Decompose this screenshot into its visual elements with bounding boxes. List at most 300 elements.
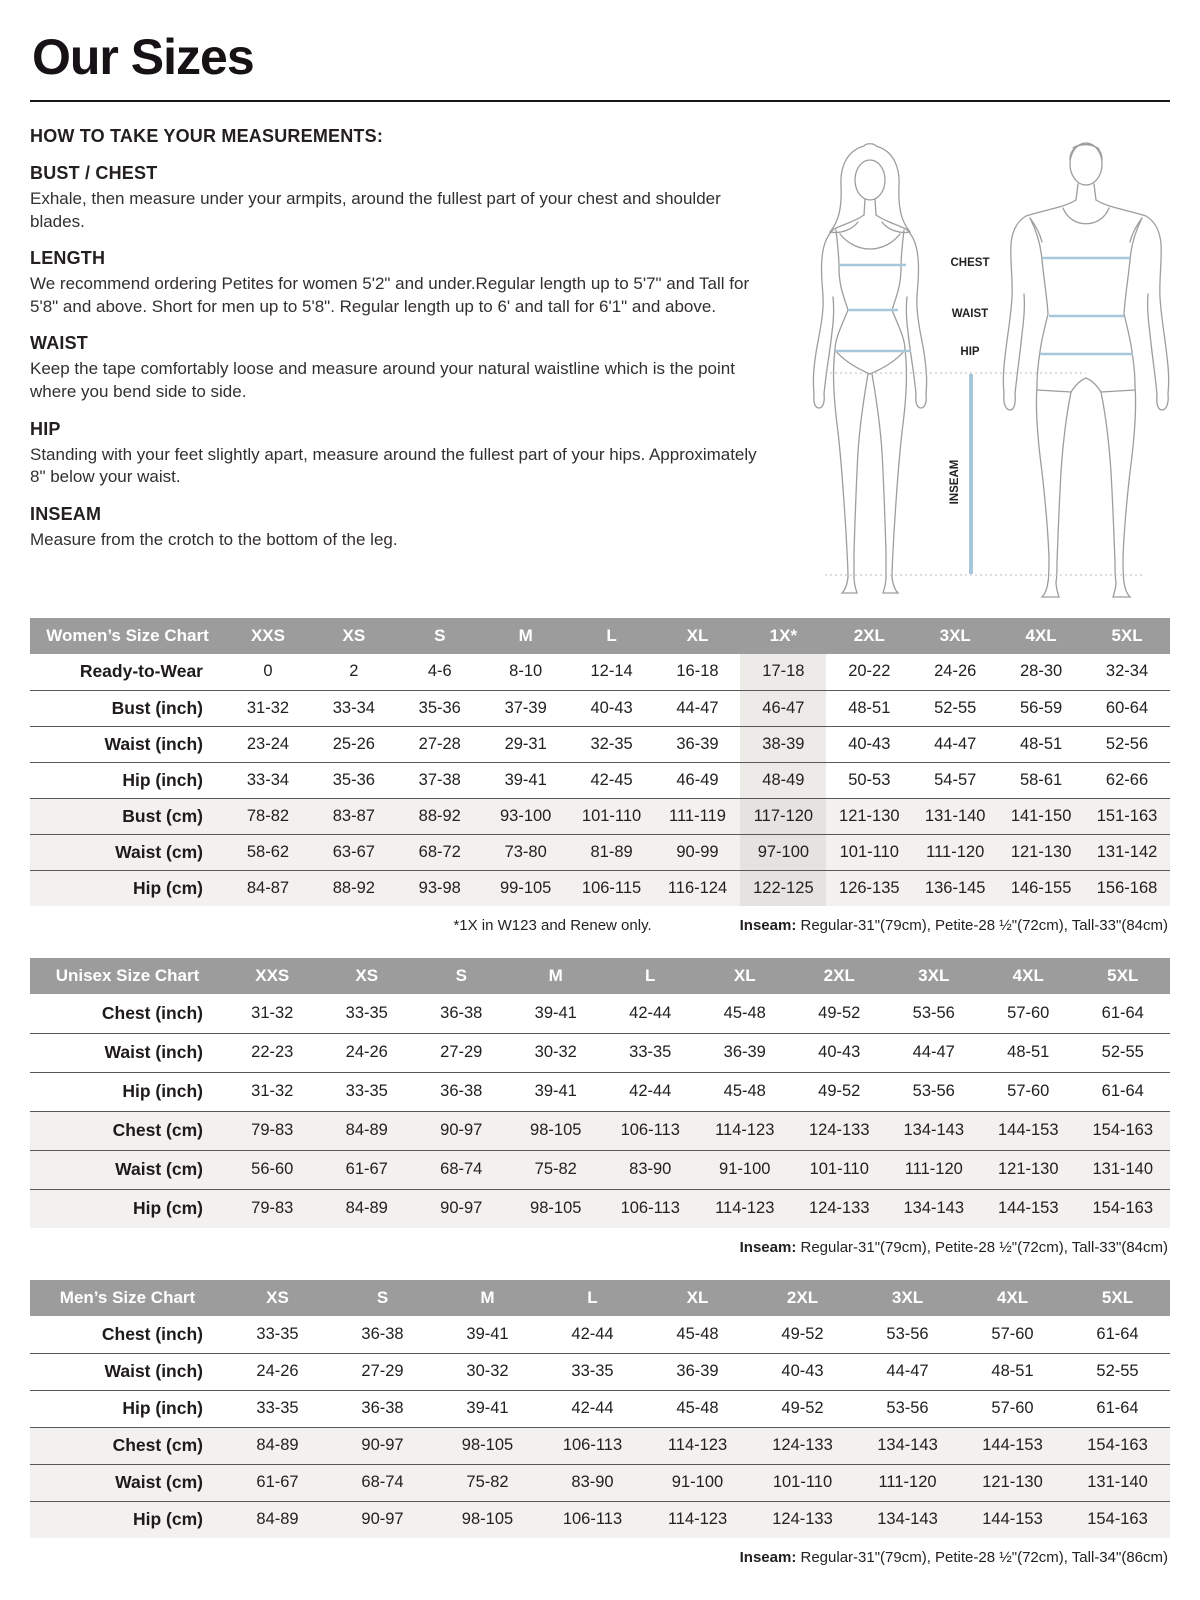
table-row bbox=[30, 870, 1170, 906]
size-cell: 38-39 bbox=[740, 726, 826, 762]
size-cell: 16-18 bbox=[676, 662, 719, 681]
size-cell: 121-130 bbox=[839, 806, 900, 825]
row-label: Hip (inch) bbox=[122, 769, 203, 790]
size-cell: 83-90 bbox=[629, 1160, 672, 1178]
table-row bbox=[30, 1072, 1170, 1111]
size-cell: 134-143 bbox=[877, 1436, 938, 1454]
size-cell: 58-61 bbox=[1020, 770, 1063, 789]
size-cell: 93-98 bbox=[418, 878, 461, 897]
section-waist bbox=[30, 333, 768, 403]
size-cell: 111-120 bbox=[878, 1473, 937, 1491]
waist-label: WAIST bbox=[951, 308, 989, 320]
size-cell: 98-105 bbox=[530, 1121, 582, 1139]
size-cell: 134-143 bbox=[877, 1510, 938, 1529]
size-cell: 40-43 bbox=[818, 1043, 861, 1061]
size-cell: 53-56 bbox=[912, 1003, 955, 1022]
size-cell: 37-39 bbox=[504, 698, 547, 717]
instructions-column bbox=[30, 126, 768, 551]
table-row bbox=[30, 834, 1170, 870]
size-cell: 29-31 bbox=[504, 734, 547, 753]
size-cell: 39-41 bbox=[534, 1003, 577, 1022]
size-cell: 90-99 bbox=[676, 842, 719, 861]
size-cell: 36-39 bbox=[676, 1362, 719, 1380]
size-cell: 31-32 bbox=[246, 698, 290, 717]
size-cell: 37-38 bbox=[418, 770, 461, 789]
size-cell: 61-64 bbox=[1096, 1324, 1139, 1343]
size-cell: 12-14 bbox=[590, 662, 633, 681]
size-column-header: 2XL bbox=[826, 618, 912, 654]
size-cell: 83-87 bbox=[332, 806, 375, 825]
size-cell: 61-67 bbox=[345, 1160, 388, 1178]
size-cell: 106-115 bbox=[581, 878, 642, 897]
size-cell: 124-133 bbox=[808, 1199, 870, 1218]
size-cell: 44-47 bbox=[886, 1362, 929, 1380]
womens-size-chart bbox=[30, 618, 1170, 934]
size-cell: 88-92 bbox=[418, 806, 461, 825]
size-column-header: XXS bbox=[225, 618, 311, 654]
size-column-header: 3XL bbox=[855, 1280, 960, 1316]
row-label: Hip (inch) bbox=[122, 1398, 203, 1418]
size-cell: 116-124 bbox=[667, 878, 728, 897]
table-header-row bbox=[30, 1280, 1170, 1316]
size-cell: 68-74 bbox=[440, 1160, 483, 1178]
size-cell: 49-52 bbox=[781, 1324, 824, 1343]
row-label: Waist (cm) bbox=[115, 841, 203, 862]
mens-table-footnotes bbox=[30, 1549, 1168, 1566]
section-body: Keep the tape comfortably loose and measure around your natural waistline which is the point where you bend side to side. bbox=[30, 359, 735, 402]
size-cell: 114-123 bbox=[667, 1510, 728, 1529]
mens-size-table bbox=[30, 1280, 1170, 1538]
size-cell: 97-100 bbox=[740, 834, 826, 870]
size-cell: 40-43 bbox=[781, 1362, 824, 1380]
size-cell: 52-55 bbox=[1096, 1362, 1139, 1380]
section-inseam bbox=[30, 504, 768, 552]
size-cell: 35-36 bbox=[332, 770, 375, 789]
size-cell: 61-64 bbox=[1101, 1082, 1144, 1100]
row-label: Chest (cm) bbox=[112, 1120, 203, 1140]
size-cell: 24-26 bbox=[256, 1362, 299, 1380]
section-heading: HIP bbox=[30, 418, 61, 439]
unisex-size-table bbox=[30, 958, 1170, 1228]
size-cell: 33-35 bbox=[345, 1082, 388, 1100]
unisex-table-footnotes bbox=[30, 1239, 1168, 1256]
size-cell: 40-43 bbox=[590, 698, 633, 717]
footnote-1x: *1X in W123 and Renew only. bbox=[453, 917, 652, 934]
size-cell: 124-133 bbox=[772, 1436, 833, 1454]
size-cell: 46-47 bbox=[740, 690, 826, 726]
section-heading: INSEAM bbox=[30, 503, 102, 524]
size-column-header: XXS bbox=[225, 958, 320, 994]
row-label: Hip (cm) bbox=[133, 877, 203, 898]
size-cell: 17-18 bbox=[740, 654, 826, 690]
size-cell: 101-110 bbox=[772, 1473, 833, 1491]
row-label: Waist (cm) bbox=[115, 1472, 203, 1492]
unisex-size-chart bbox=[30, 958, 1170, 1256]
table-header-row bbox=[30, 958, 1170, 994]
size-cell: 124-133 bbox=[808, 1121, 870, 1139]
size-cell: 131-142 bbox=[1096, 842, 1158, 861]
size-cell: 42-44 bbox=[629, 1082, 672, 1100]
size-cell: 44-47 bbox=[912, 1043, 955, 1061]
size-cell: 33-35 bbox=[345, 1003, 388, 1022]
mens-table-container bbox=[30, 1280, 1170, 1538]
size-cell: 81-89 bbox=[590, 842, 633, 861]
size-cell: 114-123 bbox=[667, 1436, 728, 1454]
size-cell: 101-110 bbox=[809, 1160, 869, 1178]
section-heading: LENGTH bbox=[30, 248, 106, 269]
size-cell: 121-130 bbox=[997, 1160, 1059, 1178]
size-cell: 121-130 bbox=[1010, 842, 1072, 861]
size-cell: 90-97 bbox=[361, 1436, 404, 1454]
size-column-header: XL bbox=[645, 1280, 750, 1316]
page-title: Our Sizes bbox=[32, 29, 254, 85]
size-cell: 45-48 bbox=[723, 1003, 766, 1022]
size-cell: 48-51 bbox=[1020, 734, 1063, 753]
size-cell: 84-89 bbox=[345, 1121, 388, 1139]
size-column-header: 4XL bbox=[981, 958, 1076, 994]
size-cell: 56-59 bbox=[1020, 698, 1063, 717]
size-column-header: L bbox=[540, 1280, 645, 1316]
size-cell: 36-38 bbox=[361, 1324, 404, 1343]
size-cell: 36-39 bbox=[676, 734, 719, 753]
size-cell: 106-113 bbox=[562, 1510, 623, 1529]
size-cell: 4-6 bbox=[427, 662, 452, 681]
size-cell: 32-35 bbox=[590, 734, 633, 753]
reference-dotted-lines bbox=[825, 373, 1145, 575]
row-label: Waist (inch) bbox=[104, 1042, 203, 1062]
size-cell: 134-143 bbox=[903, 1121, 965, 1139]
size-cell: 24-26 bbox=[934, 662, 977, 681]
how-to-heading: HOW TO TAKE YOUR MEASUREMENTS: bbox=[30, 126, 384, 146]
size-cell: 151-163 bbox=[1096, 806, 1158, 825]
size-column-header: XS bbox=[320, 958, 415, 994]
size-column-header: 1X* bbox=[740, 618, 826, 654]
size-column-header: M bbox=[435, 1280, 540, 1316]
size-cell: 90-97 bbox=[440, 1121, 483, 1139]
size-column-header: XL bbox=[698, 958, 793, 994]
size-cell: 31-32 bbox=[251, 1003, 294, 1022]
size-cell: 32-34 bbox=[1105, 662, 1149, 681]
size-cell: 106-113 bbox=[562, 1436, 623, 1454]
size-cell: 98-105 bbox=[530, 1199, 582, 1218]
section-heading: BUST / CHEST bbox=[30, 163, 158, 183]
size-cell: 42-44 bbox=[629, 1003, 672, 1022]
size-column-header: L bbox=[569, 618, 655, 654]
row-label: Bust (cm) bbox=[122, 805, 203, 826]
size-cell: 117-120 bbox=[740, 798, 826, 834]
size-cell: 53-56 bbox=[912, 1082, 955, 1100]
footnote-inseam: Inseam: Regular-31"(79cm), Petite-28 ½"(72cm), Tall-33"(84cm) bbox=[739, 1239, 1168, 1256]
size-cell: 44-47 bbox=[676, 698, 719, 717]
size-column-header: S bbox=[330, 1280, 435, 1316]
size-cell: 2 bbox=[349, 662, 359, 681]
row-label: Ready-to-Wear bbox=[79, 661, 203, 682]
size-cell: 60-64 bbox=[1105, 698, 1149, 717]
size-cell: 84-87 bbox=[246, 878, 290, 897]
size-tables bbox=[30, 618, 1170, 1566]
size-column-header: 3XL bbox=[912, 618, 998, 654]
womens-size-table bbox=[30, 618, 1170, 906]
footnote-inseam: Inseam: Regular-31"(79cm), Petite-28 ½"(72cm), Tall-34"(86cm) bbox=[739, 1549, 1168, 1566]
size-cell: 45-48 bbox=[723, 1082, 766, 1100]
size-cell: 84-89 bbox=[256, 1510, 299, 1529]
section-heading: WAIST bbox=[30, 333, 88, 354]
size-cell: 88-92 bbox=[332, 878, 375, 897]
row-label: Waist (inch) bbox=[104, 1361, 203, 1381]
womens-table-footnotes bbox=[30, 917, 1168, 934]
size-cell: 62-66 bbox=[1105, 770, 1149, 789]
size-cell: 106-113 bbox=[620, 1121, 680, 1139]
size-cell: 79-83 bbox=[251, 1199, 294, 1218]
size-cell: 101-110 bbox=[839, 842, 899, 861]
size-cell: 48-49 bbox=[740, 762, 826, 798]
size-column-header: 5XL bbox=[1076, 958, 1171, 994]
title-divider bbox=[30, 100, 1170, 102]
table-header-row bbox=[30, 618, 1170, 654]
size-column-header: 2XL bbox=[792, 958, 887, 994]
table-row bbox=[30, 762, 1170, 798]
size-cell: 121-130 bbox=[982, 1473, 1043, 1491]
size-cell: 146-155 bbox=[1010, 878, 1072, 897]
size-column-header: 5XL bbox=[1084, 618, 1170, 654]
size-cell: 61-67 bbox=[256, 1473, 299, 1491]
size-cell: 53-56 bbox=[886, 1399, 929, 1417]
size-column-header: XL bbox=[655, 618, 741, 654]
size-cell: 90-97 bbox=[361, 1510, 404, 1529]
size-column-header: L bbox=[603, 958, 698, 994]
size-column-header: S bbox=[414, 958, 509, 994]
size-cell: 79-83 bbox=[251, 1121, 294, 1139]
size-cell: 57-60 bbox=[1007, 1082, 1050, 1100]
size-cell: 24-26 bbox=[345, 1043, 388, 1061]
size-cell: 111-120 bbox=[926, 842, 985, 861]
size-cell: 40-43 bbox=[848, 734, 891, 753]
size-cell: 91-100 bbox=[671, 1473, 724, 1491]
size-cell: 49-52 bbox=[818, 1003, 861, 1022]
size-cell: 114-123 bbox=[715, 1121, 775, 1139]
section-body: We recommend ordering Petites for women 5'2" and under.Regular length up to 5'7" and Tall for 5'8" and above. Short for men up to 5'8". Regular length up to 6' and tall for 6'1" and above. bbox=[30, 274, 750, 316]
womens-table-container bbox=[30, 618, 1170, 906]
size-cell: 33-34 bbox=[332, 698, 375, 717]
size-cell: 39-41 bbox=[466, 1399, 509, 1417]
hip-label: HIP bbox=[960, 346, 980, 358]
table-title-cell: Unisex Size Chart bbox=[30, 958, 225, 994]
size-cell: 27-29 bbox=[440, 1043, 483, 1061]
size-cell: 36-38 bbox=[440, 1003, 483, 1022]
table-row bbox=[30, 1111, 1170, 1150]
size-cell: 52-56 bbox=[1105, 734, 1149, 753]
size-cell: 61-64 bbox=[1096, 1399, 1139, 1417]
size-cell: 22-23 bbox=[251, 1043, 294, 1061]
size-cell: 154-163 bbox=[1092, 1121, 1154, 1139]
size-cell: 57-60 bbox=[1007, 1003, 1050, 1022]
size-cell: 154-163 bbox=[1087, 1436, 1148, 1454]
chest-label: CHEST bbox=[950, 257, 990, 269]
size-column-header: 4XL bbox=[998, 618, 1084, 654]
table-row bbox=[30, 1501, 1170, 1538]
size-cell: 58-62 bbox=[246, 842, 290, 861]
size-cell: 144-153 bbox=[982, 1510, 1043, 1529]
footnote-inseam: Inseam: Regular-31"(79cm), Petite-28 ½"(72cm), Tall-33"(84cm) bbox=[739, 917, 1168, 934]
size-cell: 111-119 bbox=[669, 806, 726, 825]
size-cell: 54-57 bbox=[934, 770, 977, 789]
size-cell: 36-38 bbox=[440, 1082, 483, 1100]
size-cell: 90-97 bbox=[440, 1199, 483, 1218]
size-cell: 39-41 bbox=[534, 1082, 577, 1100]
size-cell: 39-41 bbox=[466, 1324, 509, 1343]
table-row bbox=[30, 726, 1170, 762]
size-cell: 49-52 bbox=[781, 1399, 824, 1417]
measurement-instructions-row bbox=[30, 126, 1170, 602]
size-column-header: 4XL bbox=[960, 1280, 1065, 1316]
row-label: Hip (inch) bbox=[122, 1081, 203, 1101]
size-cell: 93-100 bbox=[499, 806, 552, 825]
size-cell: 75-82 bbox=[534, 1160, 577, 1178]
section-body: Standing with your feet slightly apart, measure around the fullest part of your hips. Approximately 8" below your waist. bbox=[30, 444, 757, 487]
size-cell: 57-60 bbox=[991, 1324, 1034, 1343]
table-row bbox=[30, 690, 1170, 726]
size-cell: 73-80 bbox=[504, 842, 547, 861]
size-cell: 111-120 bbox=[904, 1160, 963, 1178]
size-cell: 48-51 bbox=[848, 698, 891, 717]
size-cell: 27-29 bbox=[361, 1362, 404, 1380]
table-row bbox=[30, 1150, 1170, 1189]
size-cell: 46-49 bbox=[676, 770, 719, 789]
row-label: Chest (inch) bbox=[101, 1323, 203, 1344]
size-cell: 144-153 bbox=[997, 1121, 1059, 1139]
size-cell: 31-32 bbox=[251, 1082, 294, 1100]
size-cell: 25-26 bbox=[332, 734, 375, 753]
size-cell: 131-140 bbox=[924, 806, 986, 825]
table-title-cell: Women’s Size Chart bbox=[30, 618, 225, 654]
size-cell: 44-47 bbox=[934, 734, 977, 753]
size-cell: 75-82 bbox=[466, 1473, 509, 1491]
table-row bbox=[30, 1189, 1170, 1228]
size-cell: 49-52 bbox=[818, 1082, 861, 1100]
size-cell: 0 bbox=[263, 662, 273, 681]
size-column-header: XS bbox=[225, 1280, 330, 1316]
size-cell: 136-145 bbox=[924, 878, 986, 897]
size-cell: 84-89 bbox=[256, 1436, 299, 1454]
measurement-lines bbox=[835, 258, 1133, 574]
size-cell: 8-10 bbox=[509, 662, 543, 681]
size-cell: 131-140 bbox=[1087, 1473, 1148, 1491]
size-cell: 23-24 bbox=[246, 734, 290, 753]
size-column-header: 3XL bbox=[887, 958, 982, 994]
row-label: Chest (cm) bbox=[112, 1435, 203, 1455]
size-cell: 27-28 bbox=[418, 734, 461, 753]
table-row bbox=[30, 654, 1170, 690]
size-column-header: M bbox=[509, 958, 604, 994]
table-title-cell: Men’s Size Chart bbox=[30, 1280, 225, 1316]
table-row bbox=[30, 1033, 1170, 1072]
size-cell: 33-35 bbox=[256, 1399, 299, 1417]
inseam-label: INSEAM bbox=[949, 459, 961, 505]
male-figure bbox=[1003, 143, 1168, 597]
size-cell: 42-45 bbox=[590, 770, 633, 789]
row-label: Bust (inch) bbox=[111, 697, 203, 718]
size-cell: 134-143 bbox=[903, 1199, 965, 1218]
size-column-header: S bbox=[397, 618, 483, 654]
section-bust-chest bbox=[30, 163, 768, 233]
row-label: Hip (cm) bbox=[133, 1198, 203, 1219]
size-cell: 52-55 bbox=[1101, 1043, 1144, 1061]
row-label: Chest (inch) bbox=[101, 1002, 203, 1023]
size-cell: 63-67 bbox=[332, 842, 375, 861]
size-cell: 99-105 bbox=[499, 878, 552, 897]
size-cell: 35-36 bbox=[418, 698, 461, 717]
table-row bbox=[30, 798, 1170, 834]
size-column-header: 2XL bbox=[750, 1280, 855, 1316]
size-cell: 61-64 bbox=[1101, 1003, 1144, 1022]
size-cell: 154-163 bbox=[1087, 1510, 1148, 1529]
size-cell: 122-125 bbox=[740, 870, 826, 906]
section-body: Exhale, then measure under your armpits, around the fullest part of your chest and shoulder blades. bbox=[30, 189, 721, 231]
size-cell: 48-51 bbox=[991, 1362, 1034, 1380]
size-cell: 45-48 bbox=[676, 1399, 719, 1417]
table-row bbox=[30, 1353, 1170, 1390]
row-label: Waist (inch) bbox=[104, 733, 203, 754]
size-column-header: M bbox=[483, 618, 569, 654]
size-cell: 33-34 bbox=[246, 770, 290, 789]
size-cell: 141-150 bbox=[1010, 806, 1072, 825]
size-cell: 52-55 bbox=[934, 698, 977, 717]
size-cell: 144-153 bbox=[982, 1436, 1043, 1454]
size-cell: 144-153 bbox=[997, 1199, 1059, 1218]
size-cell: 36-39 bbox=[723, 1043, 766, 1061]
size-column-header: XS bbox=[311, 618, 397, 654]
size-cell: 36-38 bbox=[361, 1399, 404, 1417]
size-cell: 57-60 bbox=[991, 1399, 1034, 1417]
female-figure bbox=[813, 144, 926, 593]
size-cell: 154-163 bbox=[1092, 1199, 1154, 1218]
row-label: Waist (cm) bbox=[115, 1159, 203, 1179]
size-cell: 124-133 bbox=[772, 1510, 833, 1529]
size-cell: 84-89 bbox=[345, 1199, 388, 1218]
size-cell: 98-105 bbox=[461, 1436, 514, 1454]
size-cell: 33-35 bbox=[629, 1043, 672, 1061]
size-cell: 33-35 bbox=[256, 1324, 299, 1343]
size-cell: 30-32 bbox=[466, 1362, 509, 1380]
size-cell: 28-30 bbox=[1020, 662, 1063, 681]
size-cell: 68-74 bbox=[361, 1473, 404, 1491]
size-cell: 30-32 bbox=[534, 1043, 577, 1061]
size-cell: 45-48 bbox=[676, 1324, 719, 1343]
unisex-table-container bbox=[30, 958, 1170, 1228]
body-measurement-diagram bbox=[768, 122, 1170, 602]
table-row bbox=[30, 1316, 1170, 1353]
size-cell: 131-140 bbox=[1092, 1160, 1154, 1178]
table-row bbox=[30, 1427, 1170, 1464]
size-cell: 50-53 bbox=[848, 770, 891, 789]
size-cell: 114-123 bbox=[715, 1199, 775, 1218]
size-cell: 42-44 bbox=[571, 1324, 614, 1343]
row-label: Hip (cm) bbox=[133, 1509, 203, 1530]
size-cell: 91-100 bbox=[719, 1160, 771, 1178]
size-cell: 78-82 bbox=[246, 806, 290, 825]
size-cell: 56-60 bbox=[251, 1160, 294, 1178]
size-cell: 83-90 bbox=[571, 1473, 614, 1491]
size-cell: 20-22 bbox=[848, 662, 891, 681]
table-row bbox=[30, 1464, 1170, 1501]
size-cell: 98-105 bbox=[461, 1510, 514, 1529]
size-cell: 33-35 bbox=[571, 1362, 614, 1380]
section-length bbox=[30, 248, 768, 318]
size-cell: 156-168 bbox=[1096, 878, 1158, 897]
size-cell: 39-41 bbox=[504, 770, 547, 789]
size-cell: 106-113 bbox=[620, 1199, 680, 1218]
size-cell: 101-110 bbox=[581, 806, 642, 825]
